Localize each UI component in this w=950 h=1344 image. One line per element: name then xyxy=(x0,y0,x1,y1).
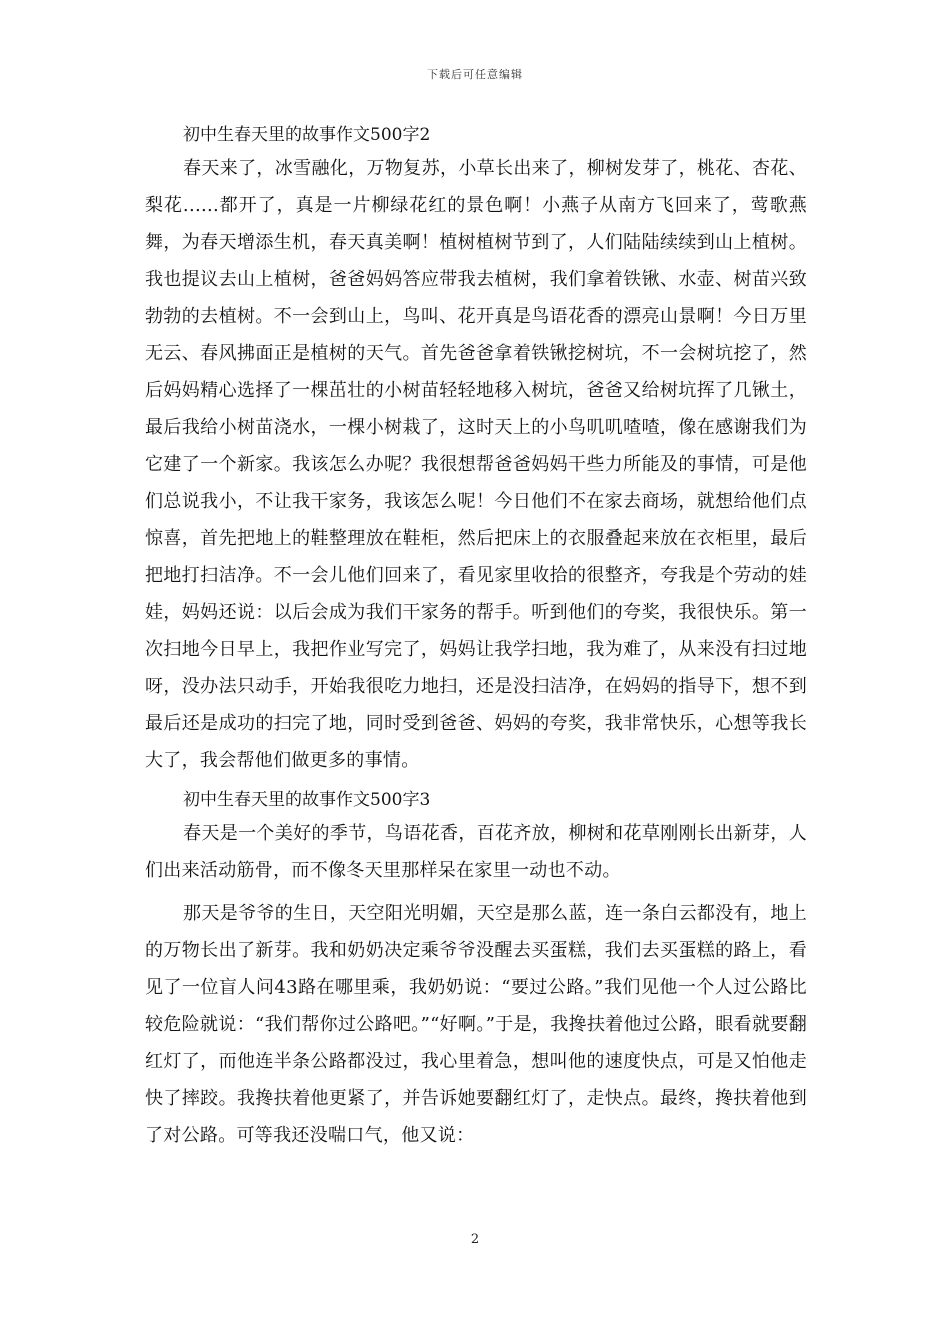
paragraph: 那天是爷爷的生日，天空阳光明媚，天空是那么蓝，连一条白云都没有，地上的万物长出了新芽。我和奶奶决定乘爷爷没醒去买蛋糕，我们去买蛋糕的路上，看见了一位盲人问43路在哪里乘，我奶奶说：“要过公路。”我们见他一个人过公路比较危险就说：“我们帮你过公路吧。”“好啊。”于是，我搀扶着他过公路，眼看就要翻红灯了，而他连半条公路都没过，我心里着急，想叫他的速度快点，可是又怕他走快了摔跤。我搀扶着他更紧了，并告诉她要翻红灯了，走快点。最终，搀扶着他到了对公路。可等我还没喘口气，他又说： xyxy=(145,903,807,1146)
paragraph: 春天来了，冰雪融化，万物复苏，小草长出来了，柳树发芽了，桃花、杏花、梨花......都开了，真是一片柳绿花红的景色啊！小燕子从南方飞回来了，莺歌燕舞，为春天增添生机，春天真美啊！植树植树节到了，人们陆陆续续到山上植树。我也提议去山上植树，爸爸妈妈答应带我去植树，我们拿着铁锹、水壶、树苗兴致勃勃的去植树。不一会到山上，鸟叫、花开真是鸟语花香的漂亮山景啊！今日万里无云、春风拂面正是植树的天气。首先爸爸拿着铁锹挖树坑，不一会树坑挖了，然后妈妈精心选择了一棵茁壮的小树苗轻轻地移入树坑，爸爸又给树坑挥了几锹土，最后我给小树苗浇水，一棵小树栽了，这时天上的小鸟叽叽喳喳，像在感谢我们为它建了一个新家。我该怎么办呢？我很想帮爸爸妈妈干些力所能及的事情，可是他们总说我小，不让我干家务，我该怎么呢！今日他们不在家去商场，就想给他们点惊喜，首先把地上的鞋整理放在鞋柜，然后把床上的衣服叠起来放在衣柜里，最后把地打扫洁净。不一会儿他们回来了，看见家里收拾的很整齐，夸我是个劳动的娃娃，妈妈还说：以后会成为我们干家务的帮手。听到他们的夸奖，我很快乐。第一次扫地今日早上，我把作业写完了，妈妈让我学扫地，我为难了，从来没有扫过地呀，没办法只动手，开始我很吃力地扫，还是没扫洁净，在妈妈的指导下，想不到最后还是成功的扫完了地，同时受到爸爸、妈妈的夸奖，我非常快乐，心想等我长大了，我会帮他们做更多的事情。 xyxy=(145,158,807,771)
document-body xyxy=(145,120,807,1154)
section-title: 初中生春天里的故事作文500字2 xyxy=(183,125,431,145)
page-header: 下载后可任意编辑 xyxy=(427,68,523,81)
paragraph: 春天是一个美好的季节，鸟语花香，百花齐放，柳树和花草刚刚长出新芽，人们出来活动筋骨，而不像冬天里那样呆在家里一动也不动。 xyxy=(145,823,807,881)
page-number: 2 xyxy=(470,1232,480,1247)
section-title: 初中生春天里的故事作文500字3 xyxy=(183,790,431,810)
